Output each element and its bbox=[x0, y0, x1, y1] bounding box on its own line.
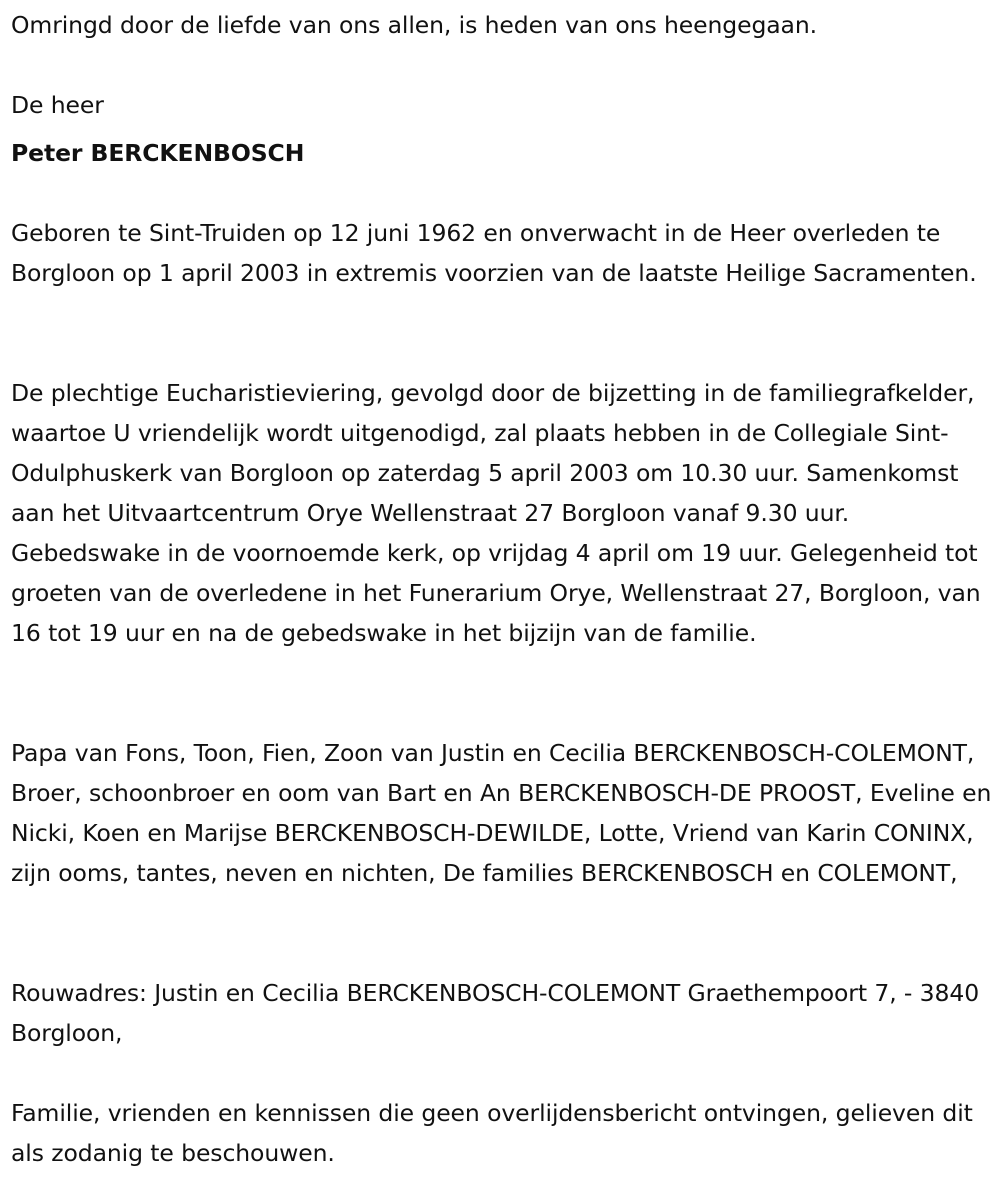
deceased-name: Peter BERCKENBOSCH bbox=[11, 139, 305, 167]
closing-paragraph: Familie, vrienden en kennissen die geen overlijdensbericht ontvingen, gelieven dit als zodanig te beschouwen. bbox=[11, 1099, 973, 1167]
ceremony-paragraph: De plechtige Eucharistieviering, gevolgd door de bijzetting in de familiegrafkelder, waartoe U vriendelijk wordt uitgenodigd, zal plaats hebben in de Collegiale Sint-Odulphuskerk van Borgloon op zaterdag 5 april 2003 om 10.30 uur. Samenkomst aan het Uitvaartcentrum Orye Wellenstraat 27 Borgloon vanaf 9.30 uur. Gebedswake in de voornoemde kerk, op vrijdag 4 april om 19 uur. Gelegenheid tot groeten van de overledene in het Funerarium Orye, Wellenstraat 27, Borgloon, van 16 tot 19 uur en na de gebedswake in het bijzijn van de familie. bbox=[11, 379, 981, 647]
mourning-address: Rouwadres: Justin en Cecilia BERCKENBOSCH-COLEMONT Graethempoort 7, - 3840 Borgloon, bbox=[11, 979, 980, 1047]
birth-death-paragraph: Geboren te Sint-Truiden op 12 juni 1962 en onverwacht in de Heer overleden te Borgloon op 1 april 2003 in extremis voorzien van de laatste Heilige Sacramenten. bbox=[11, 219, 977, 287]
relatives-paragraph: Papa van Fons, Toon, Fien, Zoon van Justin en Cecilia BERCKENBOSCH-COLEMONT, Broer, schoonbroer en oom van Bart en An BERCKENBOSCH-DE PROOST, Eveline en Nicki, Koen en Marijse BERCKENBOSCH-DEWILDE, Lotte, Vriend van Karin CONINX, zijn ooms, tantes, neven en nichten, De families BERCKENBOSCH en COLEMONT, bbox=[11, 739, 992, 887]
title-label: De heer bbox=[11, 91, 104, 119]
opening-line: Omringd door de liefde van ons allen, is heden van ons heengegaan. bbox=[11, 11, 818, 39]
